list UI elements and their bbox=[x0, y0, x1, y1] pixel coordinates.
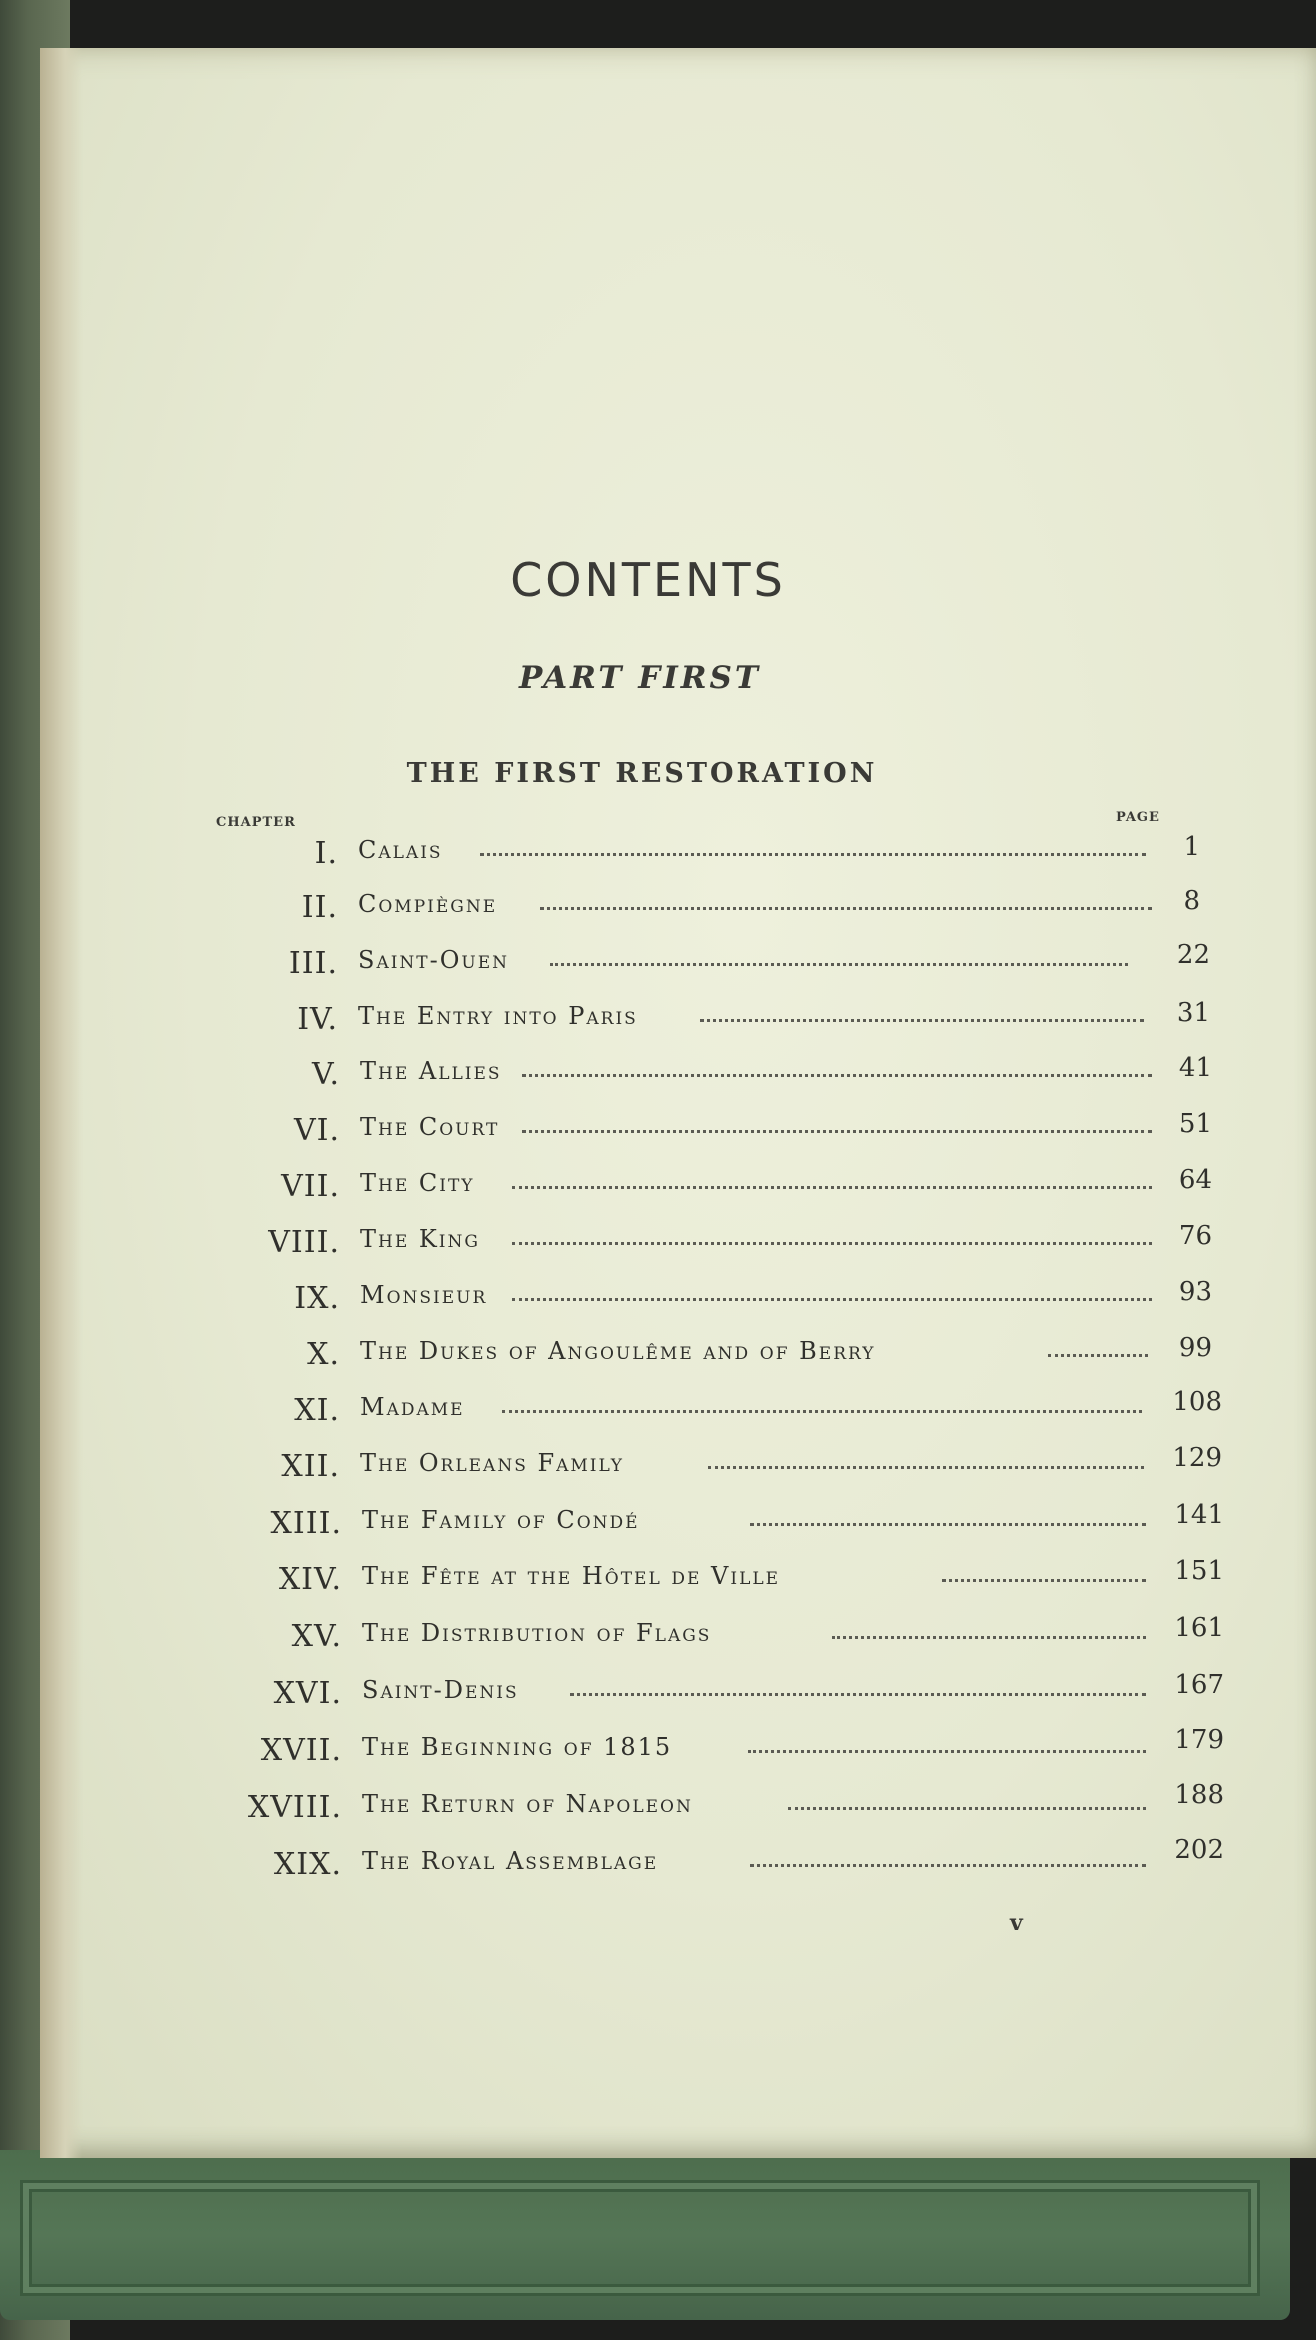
section-heading: THE FIRST RESTORATION bbox=[406, 758, 878, 789]
chapter-title: The Distribution of Flags bbox=[362, 1619, 712, 1647]
chapter-number: VI. bbox=[293, 1113, 340, 1148]
toc-row-12 bbox=[222, 1443, 1232, 1495]
chapter-title: Calais bbox=[358, 836, 443, 864]
dot-leader bbox=[502, 1410, 1142, 1413]
dot-leader bbox=[480, 853, 1146, 856]
chapter-number: XI. bbox=[294, 1393, 340, 1428]
toc-row-3 bbox=[220, 940, 1220, 992]
toc-row-19 bbox=[224, 1835, 1234, 1893]
chapter-number: III. bbox=[288, 946, 338, 981]
chapter-page: 41 bbox=[1178, 1053, 1212, 1083]
toc-row-8 bbox=[222, 1221, 1222, 1271]
chapter-page: 1 bbox=[1183, 832, 1200, 862]
chapter-title: Saint-Ouen bbox=[358, 946, 510, 974]
chapter-title: The Family of Condé bbox=[362, 1506, 640, 1534]
chapter-number: VII. bbox=[281, 1169, 340, 1204]
chapter-title: Compiègne bbox=[358, 890, 498, 918]
dot-leader bbox=[512, 1298, 1152, 1301]
chapter-page: 141 bbox=[1174, 1500, 1224, 1530]
part-heading: PART FIRST bbox=[519, 660, 761, 696]
toc-row-10 bbox=[222, 1333, 1222, 1383]
toc-row-15 bbox=[224, 1613, 1234, 1665]
dot-leader bbox=[570, 1693, 1146, 1696]
toc-row-2 bbox=[220, 886, 1220, 936]
toc-row-9 bbox=[222, 1277, 1222, 1327]
page-column-label: PAGE bbox=[1116, 810, 1160, 825]
toc-row-7 bbox=[222, 1165, 1222, 1215]
chapter-page: 161 bbox=[1174, 1613, 1224, 1643]
dot-leader bbox=[750, 1864, 1146, 1867]
chapter-page: 129 bbox=[1172, 1443, 1222, 1473]
chapter-page: 93 bbox=[1178, 1277, 1212, 1307]
chapter-page: 8 bbox=[1183, 886, 1200, 916]
dot-leader bbox=[700, 1019, 1144, 1022]
toc-row-14 bbox=[224, 1556, 1234, 1608]
chapter-column-label: CHAPTER bbox=[216, 815, 296, 830]
dot-leader bbox=[522, 1130, 1152, 1133]
toc-row-11 bbox=[222, 1387, 1232, 1439]
page-folio: v bbox=[1010, 1910, 1023, 1936]
chapter-page: 64 bbox=[1178, 1165, 1212, 1195]
chapter-page: 151 bbox=[1174, 1556, 1224, 1586]
chapter-title: The City bbox=[360, 1169, 475, 1197]
chapter-number: VIII. bbox=[268, 1225, 340, 1260]
dot-leader bbox=[522, 1074, 1152, 1077]
chapter-title: The Dukes of Angoulême and of Berry bbox=[360, 1337, 876, 1365]
chapter-number: XVI. bbox=[273, 1676, 342, 1711]
chapter-number: XV. bbox=[291, 1619, 342, 1654]
chapter-title: Monsieur bbox=[360, 1281, 488, 1309]
dot-leader bbox=[512, 1186, 1152, 1189]
dot-leader bbox=[750, 1523, 1146, 1526]
chapter-title: The King bbox=[360, 1225, 480, 1253]
chapter-page: 167 bbox=[1174, 1670, 1224, 1700]
dot-leader bbox=[788, 1807, 1146, 1810]
dot-leader bbox=[748, 1750, 1146, 1753]
chapter-page: 179 bbox=[1174, 1725, 1224, 1755]
toc-row-18 bbox=[224, 1780, 1234, 1836]
toc-row-13 bbox=[224, 1500, 1234, 1552]
chapter-title: The Orleans Family bbox=[360, 1449, 624, 1477]
chapter-title: Saint-Denis bbox=[362, 1676, 519, 1704]
chapter-number: II. bbox=[301, 890, 338, 925]
chapter-title: The Return of Napoleon bbox=[362, 1790, 693, 1818]
chapter-page: 22 bbox=[1176, 940, 1210, 970]
chapter-number: XVII. bbox=[260, 1733, 342, 1768]
chapter-number: I. bbox=[314, 836, 338, 871]
toc-row-4 bbox=[220, 998, 1220, 1048]
chapter-number: V. bbox=[312, 1057, 340, 1092]
chapter-page: 31 bbox=[1176, 998, 1210, 1028]
chapter-page: 202 bbox=[1174, 1835, 1224, 1865]
contents-heading: CONTENTS bbox=[510, 553, 786, 607]
toc-row-16 bbox=[224, 1670, 1234, 1722]
dot-leader bbox=[832, 1636, 1146, 1639]
chapter-number: XVIII. bbox=[247, 1790, 342, 1825]
chapter-number: X. bbox=[307, 1337, 340, 1372]
dot-leader bbox=[550, 963, 1128, 966]
chapter-number: IX. bbox=[294, 1281, 340, 1316]
chapter-number: XII. bbox=[281, 1449, 340, 1484]
chapter-title: The Entry into Paris bbox=[358, 1002, 638, 1030]
chapter-page: 51 bbox=[1178, 1109, 1212, 1139]
dot-leader bbox=[540, 907, 1152, 910]
chapter-title: The Court bbox=[360, 1113, 500, 1141]
chapter-title: Madame bbox=[360, 1393, 465, 1421]
chapter-page: 188 bbox=[1174, 1780, 1224, 1810]
chapter-title: The Allies bbox=[360, 1057, 502, 1085]
toc-row-6 bbox=[222, 1109, 1222, 1159]
chapter-number: IV. bbox=[297, 1002, 338, 1037]
toc-row-1 bbox=[220, 832, 1220, 882]
chapter-number: XIX. bbox=[273, 1847, 342, 1882]
chapter-title: The Fête at the Hôtel de Ville bbox=[362, 1562, 781, 1590]
toc-row-5 bbox=[222, 1053, 1222, 1103]
dot-leader bbox=[942, 1579, 1146, 1582]
chapter-page: 108 bbox=[1172, 1387, 1222, 1417]
toc-row-17 bbox=[224, 1725, 1234, 1779]
chapter-number: XIV. bbox=[278, 1562, 342, 1597]
chapter-page: 99 bbox=[1178, 1333, 1212, 1363]
chapter-page: 76 bbox=[1178, 1221, 1212, 1251]
dot-leader bbox=[512, 1242, 1152, 1245]
chapter-number: XIII. bbox=[270, 1506, 342, 1541]
chapter-title: The Beginning of 1815 bbox=[362, 1733, 673, 1761]
dot-leader bbox=[708, 1466, 1144, 1469]
chapter-title: The Royal Assemblage bbox=[362, 1847, 659, 1875]
